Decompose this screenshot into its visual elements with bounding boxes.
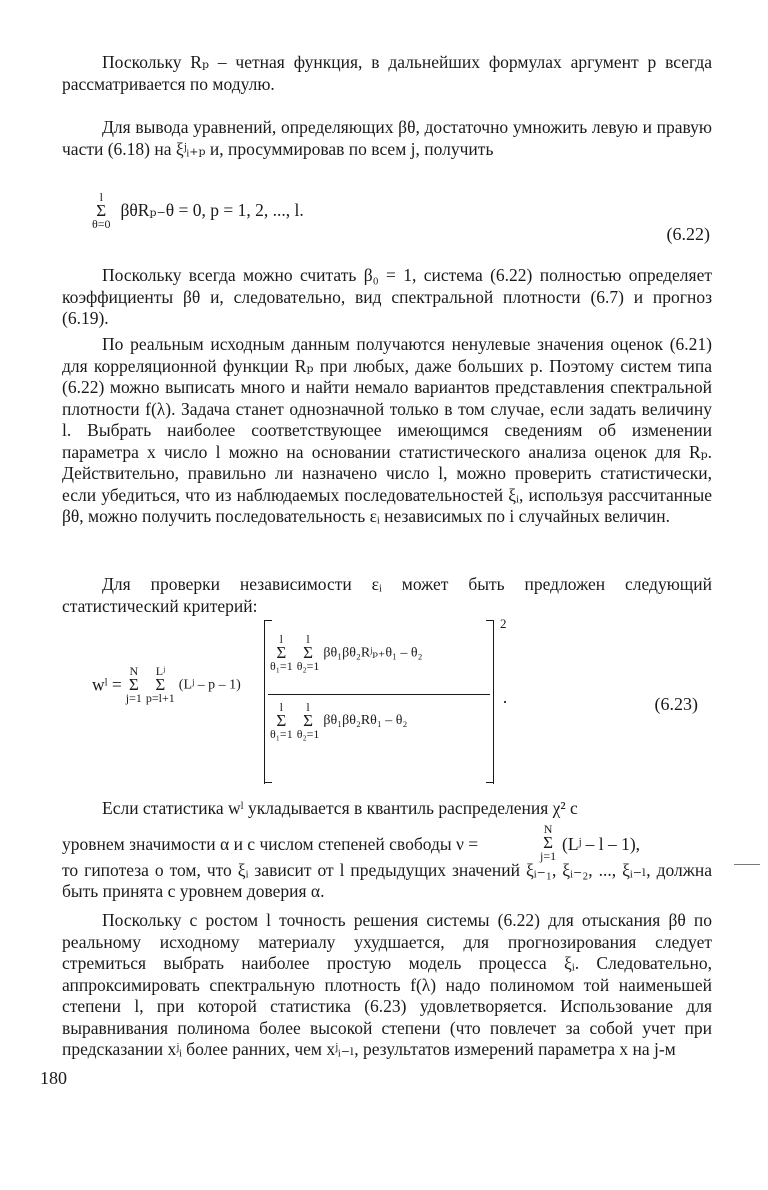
square-power: 2 bbox=[500, 616, 507, 631]
den-sum-2: l Σ θ₂=1 bbox=[296, 700, 320, 741]
equation-number: (6.22) bbox=[666, 224, 710, 244]
paragraph-5-text: Для проверки независимости εᵢ может быть предложен следующий статистический критерий: bbox=[62, 574, 712, 616]
paragraph-3-text: Поскольку всегда можно считать β₀ = 1, система (6.22) полностью определяет коэффициенты βθ и, следовательно, вид спектральной плотности (6.7) и прогноз (6.19). bbox=[62, 265, 712, 328]
sum-lower-limit: θ=0 bbox=[92, 217, 111, 231]
sum-j-lower: j=1 bbox=[125, 691, 142, 705]
equation-body: βθRₚ₋θ = 0, p = 1, 2, ..., l. bbox=[120, 200, 304, 221]
fraction-denominator bbox=[270, 702, 407, 740]
num-sum-2-lower: θ₂=1 bbox=[296, 659, 320, 673]
paragraph-7 bbox=[62, 910, 712, 1061]
den-sum-2-upper: l bbox=[306, 700, 310, 714]
sum-symbol: l Σ θ=0 bbox=[92, 190, 111, 231]
paragraph-2-text: Для вывода уравнений, определяющих βθ, достаточно умножить левую и правую части (6.18) на ξʲᵢ₊ₚ и, просуммировав по всем j, получить bbox=[62, 117, 712, 159]
paragraph-7-text: Поскольку с ростом l точность решения системы (6.22) для отыскания βθ по реальному исходному материалу ухудшается, для прогнозирования следует стремиться выбрать наиболее простую модель процесса ξᵢ. Следовательно, аппроксимировать спектральную плотность f(λ) надо полиномом той наименьшей степени l, при которой статистика (6.23) удовлетворяется. Использование для выравнивания полинома более высокой степени (что повлечет за собой учет при предсказании xʲᵢ более ранних, чем xʲᵢ₋ₗ, результатов измерений параметра x на j-м bbox=[62, 910, 712, 1059]
den-sum-1-upper: l bbox=[279, 700, 284, 714]
paragraph-6 bbox=[62, 798, 712, 903]
num-sum-1-lower: θ₁=1 bbox=[270, 659, 293, 673]
factor: (Lʲ – p – 1) bbox=[178, 677, 241, 693]
equation-lhs-text: wˡ = bbox=[92, 674, 122, 695]
fraction-line bbox=[268, 694, 490, 695]
paragraph-1 bbox=[62, 52, 712, 95]
margin-mark bbox=[734, 864, 760, 865]
paragraph-4 bbox=[62, 334, 712, 528]
sum-p: Lʲ Σ p=l+1 bbox=[145, 664, 175, 705]
sum-j-upper: N bbox=[129, 664, 139, 678]
paragraph-6-line-2 bbox=[62, 821, 712, 863]
numerator-body: βθ₁βθ₂Rʲₚ₊θ₁ – θ₂ bbox=[323, 645, 423, 661]
equation-6-22 bbox=[62, 192, 712, 252]
page-number: 180 bbox=[40, 1068, 67, 1088]
paragraph-6-line-1: Если статистика wˡ укладывается в квантиль распределения χ² с bbox=[102, 798, 578, 818]
num-sum-2: l Σ θ₂=1 bbox=[296, 632, 320, 673]
equation-number: (6.23) bbox=[654, 694, 698, 714]
paragraph-1-text: Поскольку Rₚ – четная функция, в дальнейших формулах аргумент p всегда рассматривается по модулю. bbox=[62, 52, 712, 94]
paragraph-6-line-3: то гипотеза о том, что ξᵢ зависит от l предыдущих значений ξᵢ₋₁, ξᵢ₋₂, ..., ξᵢ₋ₗ, должна быть принята с уровнем доверия α. bbox=[62, 859, 712, 901]
sum-p-lower: p=l+1 bbox=[145, 691, 175, 705]
den-sum-1: l Σ θ₁=1 bbox=[270, 700, 293, 741]
sum-upper-limit: l bbox=[99, 190, 103, 204]
degrees-of-freedom-text: уровнем значимости α и с числом степеней свободы ν = bbox=[62, 833, 479, 854]
num-sum-2-upper: l bbox=[306, 632, 310, 646]
nu-sum: N Σ j=1 bbox=[540, 821, 557, 863]
paragraph-2 bbox=[62, 117, 712, 160]
paragraph-3 bbox=[62, 265, 712, 330]
den-sum-1-lower: θ₁=1 bbox=[270, 727, 293, 741]
degrees-of-freedom-expression: (Lʲ – l – 1), bbox=[562, 833, 641, 854]
fraction-numerator bbox=[270, 634, 423, 672]
paragraph-5 bbox=[62, 574, 712, 617]
paragraph-4-text: По реальным исходным данным получаются ненулевые значения оценок (6.21) для корреляционной функции Rₚ при любых, даже больших p. Поэтому систем типа (6.22) можно выписать много и найти немало вариантов представления спектральной плотности f(λ). Задача станет однозначной только в том случае, если задать величину l. Выбрать наиболее соответствующее имеющимся сведениям об изменении параметра x число l можно на основании статистического анализа оценок для Rₚ. Действительно, правильно ли назначено число l, можно проверить статистически, если убедиться, что из наблюдаемых последовательностей ξᵢ, используя рассчитанные βθ, можно получить последовательность εᵢ независимых по i случайных величин. bbox=[62, 334, 712, 526]
equation-6-23 bbox=[62, 614, 712, 786]
den-sum-2-lower: θ₂=1 bbox=[296, 727, 320, 741]
denominator-body: βθ₁βθ₂Rθ₁ – θ₂ bbox=[323, 713, 408, 728]
multiplication-dot: · bbox=[502, 692, 508, 712]
equation-lhs bbox=[92, 666, 241, 704]
sum-j: N Σ j=1 bbox=[125, 664, 142, 705]
num-sum-1: l Σ θ₁=1 bbox=[270, 632, 293, 673]
nu-sum-upper: N bbox=[543, 821, 553, 836]
nu-sum-lower: j=1 bbox=[540, 848, 557, 863]
sum-p-upper: Lʲ bbox=[155, 664, 165, 678]
num-sum-1-upper: l bbox=[279, 632, 284, 646]
